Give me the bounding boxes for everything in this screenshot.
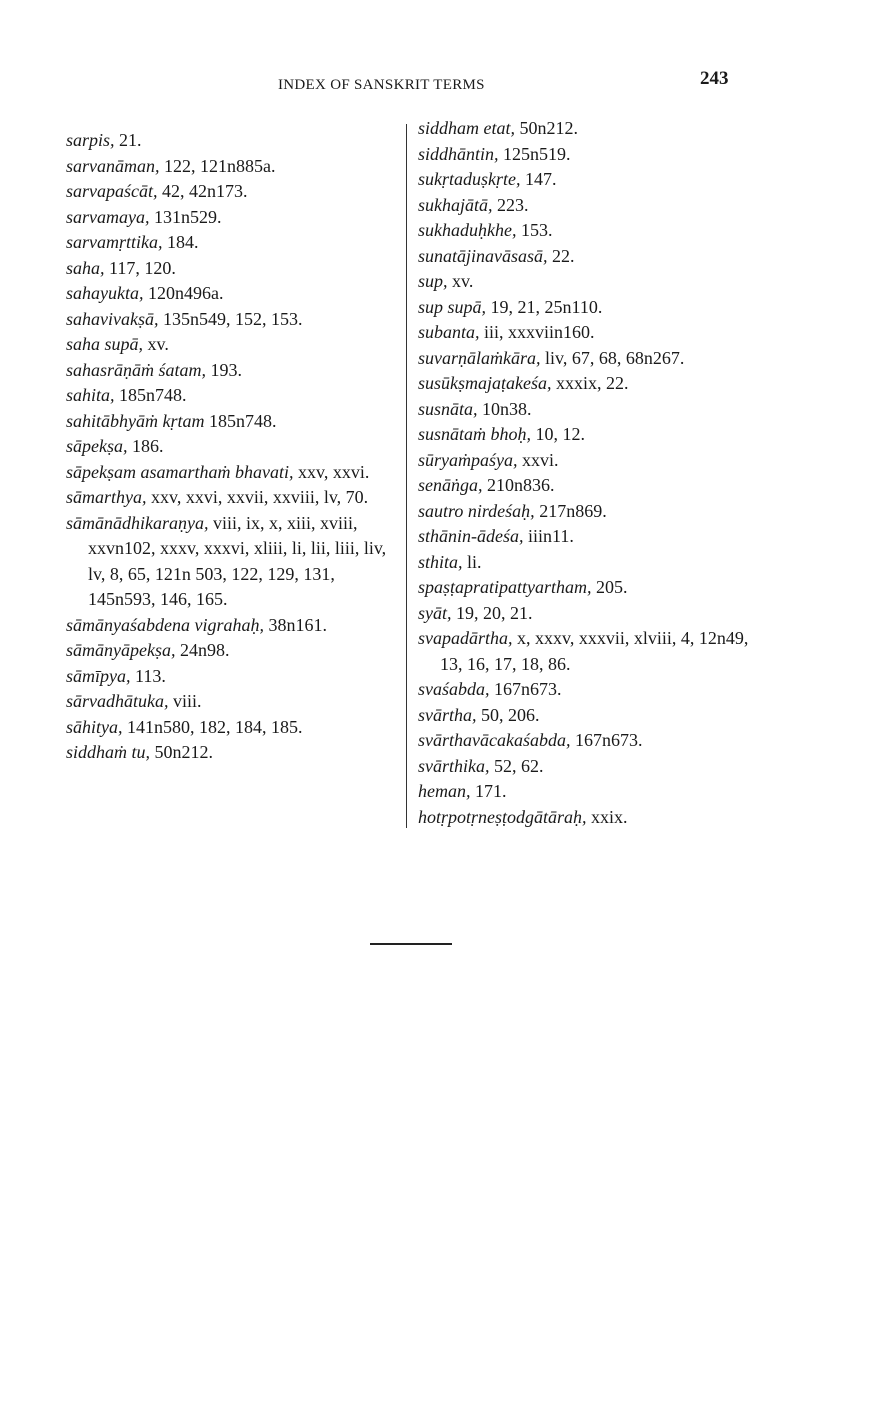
- index-refs: liv, 67, 68, 68n267.: [540, 347, 685, 368]
- index-term: sahayukta,: [66, 283, 144, 303]
- index-entry: [418, 397, 758, 423]
- index-refs: 210n836.: [482, 475, 555, 495]
- index-column-right: [418, 116, 758, 830]
- index-refs: 223.: [492, 194, 529, 215]
- index-entry: [418, 116, 758, 142]
- end-rule: [370, 943, 452, 945]
- index-refs: 117, 120.: [104, 257, 176, 278]
- index-term: sthānin-ādeśa,: [418, 526, 524, 546]
- index-entry: [418, 473, 758, 499]
- index-term: sukṛtaduṣkṛte,: [418, 169, 521, 189]
- index-term: sthita,: [418, 551, 463, 572]
- index-refs: xxvi.: [517, 449, 559, 470]
- index-refs: 21.: [114, 130, 142, 150]
- index-term: susūkṣmajaṭakeśa,: [418, 373, 552, 393]
- index-term: sahita,: [66, 385, 115, 405]
- index-entry: [66, 485, 396, 511]
- index-entry: [66, 230, 396, 256]
- index-term: saha,: [66, 257, 105, 278]
- index-refs: 22.: [547, 245, 575, 266]
- index-entry: [418, 626, 758, 677]
- index-entry: [418, 320, 758, 346]
- index-term: svapadārtha,: [418, 628, 513, 648]
- index-term: sup,: [418, 271, 448, 291]
- index-entry: [66, 256, 396, 282]
- index-column-left: [66, 128, 396, 766]
- index-refs: 50n212.: [515, 118, 578, 138]
- index-entry: [418, 575, 758, 601]
- index-term: sarpis,: [66, 130, 115, 150]
- column-divider: [406, 124, 407, 828]
- index-term: senāṅga,: [418, 475, 483, 495]
- index-entry: [66, 715, 396, 741]
- index-entry: [66, 128, 396, 154]
- index-refs: 184.: [162, 232, 199, 252]
- index-refs: viii.: [168, 691, 202, 711]
- index-term: spaṣṭapratipattyartham,: [418, 577, 592, 597]
- index-entry: [418, 218, 758, 244]
- index-term: svārtha,: [418, 704, 477, 725]
- index-entry: [418, 448, 758, 474]
- index-term: sūryaṁpaśya,: [418, 449, 518, 470]
- index-term: sarvapaścāt,: [66, 181, 158, 201]
- index-entry: [66, 383, 396, 409]
- index-refs: 135n549, 152, 153.: [158, 308, 303, 329]
- index-refs: 186.: [127, 436, 164, 456]
- index-term: sahavivakṣā,: [66, 308, 159, 329]
- index-term: svaśabda,: [418, 679, 490, 699]
- index-term: sahasrāṇāṁ śatam,: [66, 359, 207, 380]
- index-entry: [418, 346, 758, 372]
- index-refs: iiin11.: [523, 526, 574, 546]
- index-refs: 122, 121n885a.: [159, 155, 276, 176]
- index-refs: xxv, xxvi.: [293, 461, 370, 482]
- index-term: siddham etat,: [418, 118, 515, 138]
- index-refs: 120n496a.: [143, 283, 224, 303]
- index-entry: [418, 805, 758, 831]
- index-refs: 131n529.: [149, 206, 222, 227]
- index-entry: [66, 205, 396, 231]
- index-term: susnāta,: [418, 398, 478, 419]
- index-entry: [66, 358, 396, 384]
- index-term: sautro nirdeśaḥ,: [418, 500, 535, 521]
- index-term: sāmānyaśabdena vigrahaḥ,: [66, 614, 264, 635]
- index-term: suvarṇālaṁkāra,: [418, 347, 541, 368]
- index-term: syāt,: [418, 602, 452, 623]
- index-entry: [418, 601, 758, 627]
- index-refs: 193.: [206, 359, 243, 380]
- index-entry: [418, 269, 758, 295]
- running-header: INDEX OF SANSKRIT TERMS: [278, 77, 485, 93]
- index-refs: 185n748.: [204, 410, 277, 431]
- index-entry: [66, 307, 396, 333]
- index-refs: 19, 20, 21.: [451, 602, 533, 623]
- index-refs: viii, ix, x, xiii, xviii, xxvn102, xxxv, xxxvi, xliii, li, lii, liii, liv, lv, 8, 65, 121n 503, 122, 129, 131, 145n593, 146, 165.: [88, 512, 387, 609]
- index-term: saha supā,: [66, 334, 144, 354]
- index-entry: [418, 703, 758, 729]
- index-refs: 19, 21, 25n110.: [486, 296, 603, 317]
- index-term: sāpekṣa,: [66, 436, 128, 456]
- index-term: sarvamaya,: [66, 206, 150, 227]
- index-term: sukhaduḥkhe,: [418, 220, 517, 240]
- index-term: sāmānyāpekṣa,: [66, 640, 176, 660]
- index-entry: [66, 434, 396, 460]
- index-term: siddhāntin,: [418, 143, 499, 164]
- index-refs: 52, 62.: [489, 755, 544, 776]
- index-refs: 185n748.: [114, 385, 187, 405]
- index-entry: [66, 281, 396, 307]
- index-entry: [418, 371, 758, 397]
- page-number: 243: [700, 68, 729, 89]
- index-refs: xv.: [143, 334, 169, 354]
- index-term: hotṛpotṛneṣṭodgātāraḥ,: [418, 806, 587, 827]
- index-term: sunatājinavāsasā,: [418, 245, 548, 266]
- index-refs: 217n869.: [534, 500, 607, 521]
- index-refs: 171.: [470, 781, 507, 801]
- index-term: sāmānādhikaraṇya,: [66, 512, 209, 533]
- index-entry: [418, 244, 758, 270]
- index-entry: [418, 295, 758, 321]
- index-entry: [66, 460, 396, 486]
- index-entry: [418, 728, 758, 754]
- index-term: heman,: [418, 781, 471, 801]
- index-refs: iii, xxxviin160.: [479, 322, 595, 342]
- index-term: sarvanāman,: [66, 155, 160, 176]
- index-term: siddhaṁ tu,: [66, 742, 151, 762]
- index-entry: [66, 638, 396, 664]
- index-entry: [66, 179, 396, 205]
- index-refs: 141n580, 182, 184, 185.: [122, 716, 303, 737]
- index-refs: 50, 206.: [476, 704, 540, 725]
- index-entry: [418, 167, 758, 193]
- index-entry: [66, 689, 396, 715]
- index-term: sāmīpya,: [66, 665, 131, 686]
- index-term: sarvamṛttika,: [66, 232, 163, 252]
- index-entry: [418, 550, 758, 576]
- index-refs: xxxix, 22.: [551, 373, 629, 393]
- index-entry: [66, 511, 396, 613]
- index-entry: [418, 422, 758, 448]
- index-entry: [418, 677, 758, 703]
- index-entry: [418, 142, 758, 168]
- index-term: susnātaṁ bhoḥ,: [418, 424, 532, 444]
- index-entry: [66, 664, 396, 690]
- index-term: sāmarthya,: [66, 487, 147, 507]
- index-refs: 42, 42n173.: [157, 181, 248, 201]
- index-term: svārthika,: [418, 755, 490, 776]
- index-entry: [66, 332, 396, 358]
- index-refs: 38n161.: [263, 614, 327, 635]
- index-entry: [66, 409, 396, 435]
- index-refs: xxv, xxvi, xxvii, xxviii, lv, 70.: [146, 487, 369, 507]
- index-entry: [418, 779, 758, 805]
- index-term: sup supā,: [418, 296, 487, 317]
- index-entry: [418, 499, 758, 525]
- index-term: sāpekṣam asamarthaṁ bhavati,: [66, 461, 294, 482]
- index-term: sukhajātā,: [418, 194, 493, 215]
- index-refs: 205.: [591, 577, 628, 597]
- index-refs: xxix.: [586, 806, 628, 827]
- index-term: svārthavācakaśabda,: [418, 730, 571, 750]
- index-entry: [418, 193, 758, 219]
- index-refs: 147.: [520, 169, 557, 189]
- index-entry: [418, 524, 758, 550]
- index-entry: [66, 613, 396, 639]
- index-refs: 113.: [130, 665, 166, 686]
- index-refs: 10n38.: [477, 398, 532, 419]
- index-refs: xv.: [447, 271, 474, 291]
- index-term: sahitābhyāṁ kṛtam: [66, 410, 205, 431]
- index-entry: [418, 754, 758, 780]
- index-entry: [66, 740, 396, 766]
- index-refs: 167n673.: [489, 679, 562, 699]
- index-refs: 50n212.: [150, 742, 214, 762]
- index-term: subanta,: [418, 322, 480, 342]
- index-term: sārvadhātuka,: [66, 691, 169, 711]
- index-refs: 167n673.: [570, 730, 643, 750]
- index-refs: 10, 12.: [531, 424, 586, 444]
- index-refs: 153.: [516, 220, 553, 240]
- index-refs: 125n519.: [498, 143, 571, 164]
- index-term: sāhitya,: [66, 716, 123, 737]
- index-refs: 24n98.: [175, 640, 230, 660]
- index-refs: x, xxxv, xxxvii, xlviii, 4, 12n49, 13, 16, 17, 18, 86.: [440, 628, 749, 674]
- index-entry: [66, 154, 396, 180]
- index-refs: li.: [462, 551, 482, 572]
